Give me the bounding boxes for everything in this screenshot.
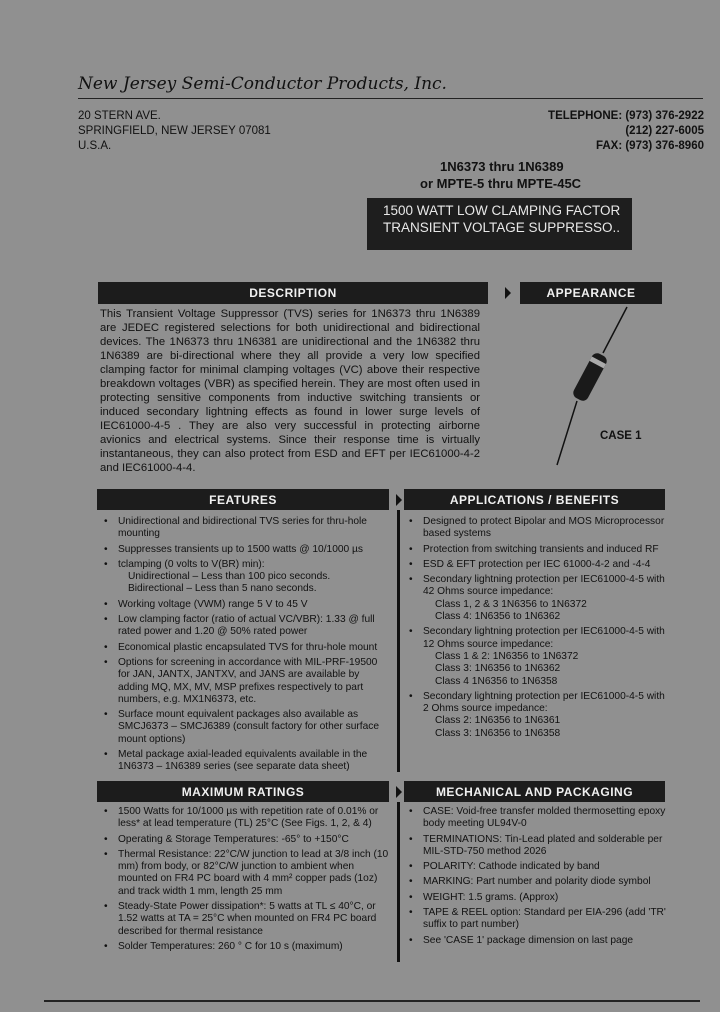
list-subitem: Bidirectional – Less than 5 nano seconds. [128, 583, 317, 595]
company-contact [548, 109, 704, 154]
product-title-box [367, 198, 632, 250]
list-item: • Protection from switching transients and induced RF [405, 544, 667, 556]
address-line: SPRINGFIELD, NEW JERSEY 07081 [78, 125, 271, 137]
list-item [405, 626, 667, 687]
mechanical-heading: MECHANICAL AND PACKAGING [404, 781, 665, 802]
section-arrow-icon [396, 494, 402, 506]
list-item: • Unidirectional and bidirectional TVS series for thru-hole mounting [100, 516, 390, 541]
list-subitem: Class 3: 1N6356 to 1N6358 [435, 727, 561, 739]
part-number-line: or MPTE-5 thru MPTE-45C [420, 176, 582, 191]
list-item-text: Secondary lightning protection per IEC61000-4-5 with 12 Ohms source impedance: [423, 626, 665, 650]
list-subitem: Unidirectional – Less than 100 pico seconds. [128, 571, 331, 583]
list-item: • Surface mount equivalent packages also available as SMCJ6373 – SMCJ6389 (consult factory for other surface mount options) [100, 709, 390, 746]
applications-list [405, 516, 667, 743]
list-item: • Economical plastic encapsulated TVS for thru-hole mount [100, 642, 390, 654]
list-item: • Suppresses transients up to 1500 watts @ 10/1000 µs [100, 544, 390, 556]
part-number-block [420, 158, 581, 192]
list-item: • Steady-State Power dissipation*: 5 watts at TL ≤ 40°C, or 1.52 watts at TA = 25°C when mounted on FR4 PC board described for thermal resistance [100, 901, 390, 938]
part-number-line: 1N6373 thru 1N6389 [440, 159, 564, 174]
list-item: • Thermal Resistance: 22°C/W junction to lead at 3/8 inch (10 mm) from body, or 82°C/W junction to ambient when mounted on FR4 PC board with 4 mm² copper pads (1oz) and track width 1 mm, length 25 mm [100, 849, 390, 898]
list-item [100, 559, 390, 596]
section-arrow-icon [396, 786, 402, 798]
header-rule [78, 98, 703, 99]
list-item: • TERMINATIONS: Tin-Lead plated and solderable per MIL-STD-750 method 2026 [405, 834, 667, 859]
list-subitem: Class 1 & 2: 1N6356 to 1N6372 [435, 650, 579, 662]
case-label: CASE 1 [600, 430, 642, 442]
list-item: • Working voltage (VWM) range 5 V to 45 V [100, 599, 390, 611]
list-item: • MARKING: Part number and polarity diode symbol [405, 876, 667, 888]
list-item: • Solder Temperatures: 260 ° C for 10 s (maximum) [100, 941, 390, 953]
list-item: • Designed to protect Bipolar and MOS Microprocessor based systems [405, 516, 667, 541]
diode-drawing [535, 305, 655, 475]
diode-body-icon [571, 351, 609, 403]
column-divider [397, 510, 400, 772]
ratings-heading: MAXIMUM RATINGS [97, 781, 389, 802]
description-text: This Transient Voltage Suppressor (TVS) series for 1N6373 thru 1N6389 are JEDEC registered selections for both unidirectional and bidirectional devices. The 1N6373 thru 1N6381 are unidirectional and the 1N6382 thru 1N6389 are bi-directional where they all provide a very low specified clamping factor for minimal clamping voltages (VC) above their respective breakdown voltages (VBR) as specified herein. They are most often used in protecting sensitive components from inductive switching transients or induced secondary lightning effects as found in lower surge levels of IEC61000-4-5 . They are also very successful in protecting airborne avionics and electrical systems. Since their response time is virtually instantaneous, they can also protect from ESD and EFT per IEC61000-4-2 and IEC61000-4-4. [100, 308, 480, 474]
list-subitem: Class 4 1N6356 to 1N6358 [435, 675, 558, 687]
list-subitem: Class 3: 1N6356 to 1N6362 [435, 663, 561, 675]
section-arrow-icon [505, 287, 511, 299]
list-item-text: Secondary lightning protection per IEC61000-4-5 with 2 Ohms source impedance: [423, 690, 665, 715]
list-subitem: Class 1, 2 & 3 1N6356 to 1N6372 [435, 598, 587, 610]
telephone-line: (212) 227-6005 [625, 125, 704, 137]
address-line: U.S.A. [78, 140, 112, 152]
list-subitem: Class 2: 1N6356 to 1N6361 [435, 715, 561, 727]
list-item: • ESD & EFT protection per IEC 61000-4-2 and -4-4 [405, 559, 667, 571]
features-list [100, 516, 390, 777]
list-item: • Metal package axial-leaded equivalents available in the 1N6373 – 1N6389 series (see separate data sheet) [100, 749, 390, 774]
fax-line: FAX: (973) 376-8960 [595, 140, 704, 152]
appearance-heading: APPEARANCE [520, 282, 662, 304]
product-title-line: 1500 WATT LOW CLAMPING FACTOR [383, 203, 621, 218]
list-item: • CASE: Void-free transfer molded thermosetting epoxy body meeting UL94V-0 [405, 806, 667, 831]
list-item: • Options for screening in accordance with MIL-PRF-19500 for JAN, JANTX, JANTXV, and JANS are available by adding MQ, MX, MV, MSP prefixes respectively to part numbers, e.g. MX1N6373, etc. [100, 657, 390, 706]
mechanical-list [405, 806, 667, 950]
list-item: • WEIGHT: 1.5 grams. (Approx) [405, 892, 667, 904]
list-item: • POLARITY: Cathode indicated by band [405, 861, 667, 873]
telephone-line: TELEPHONE: (973) 376-2922 [548, 110, 704, 122]
list-item [405, 691, 667, 740]
product-title-line: TRANSIENT VOLTAGE SUPPRESSO.. [383, 220, 621, 235]
list-item: • TAPE & REEL option: Standard per EIA-296 (add 'TR' suffix to part number) [405, 907, 667, 932]
description-heading: DESCRIPTION [98, 282, 488, 304]
diode-lead-icon [603, 307, 627, 353]
features-heading: FEATURES [97, 489, 389, 510]
list-subitem: Class 4: 1N6356 to 1N6362 [435, 611, 561, 623]
list-item [405, 574, 667, 623]
company-address [78, 109, 271, 154]
ratings-list [100, 806, 390, 956]
applications-heading: APPLICATIONS / BENEFITS [404, 489, 665, 510]
list-item-text: tclamping (0 volts to V(BR) min): [118, 558, 265, 570]
list-item-text: Secondary lightning protection per IEC61000-4-5 with 42 Ohms source impedance: [423, 574, 665, 598]
list-item: • See 'CASE 1' package dimension on last page [405, 935, 667, 947]
column-divider [397, 802, 400, 962]
footer-rule [44, 1000, 700, 1002]
list-item: • Operating & Storage Temperatures: -65° to +150°C [100, 834, 390, 846]
diode-lead-icon [557, 401, 577, 465]
list-item: • Low clamping factor (ratio of actual VC/VBR): 1.33 @ full rated power and 1.20 @ 50% rated power [100, 614, 390, 639]
address-line: 20 STERN AVE. [78, 110, 161, 122]
company-name: New Jersey Semi-Conductor Products, Inc. [78, 74, 447, 94]
list-item: • 1500 Watts for 10/1000 µs with repetition rate of 0.01% or less* at lead temperature (TL) 25°C (See Figs. 1, 2, & 4) [100, 806, 390, 831]
